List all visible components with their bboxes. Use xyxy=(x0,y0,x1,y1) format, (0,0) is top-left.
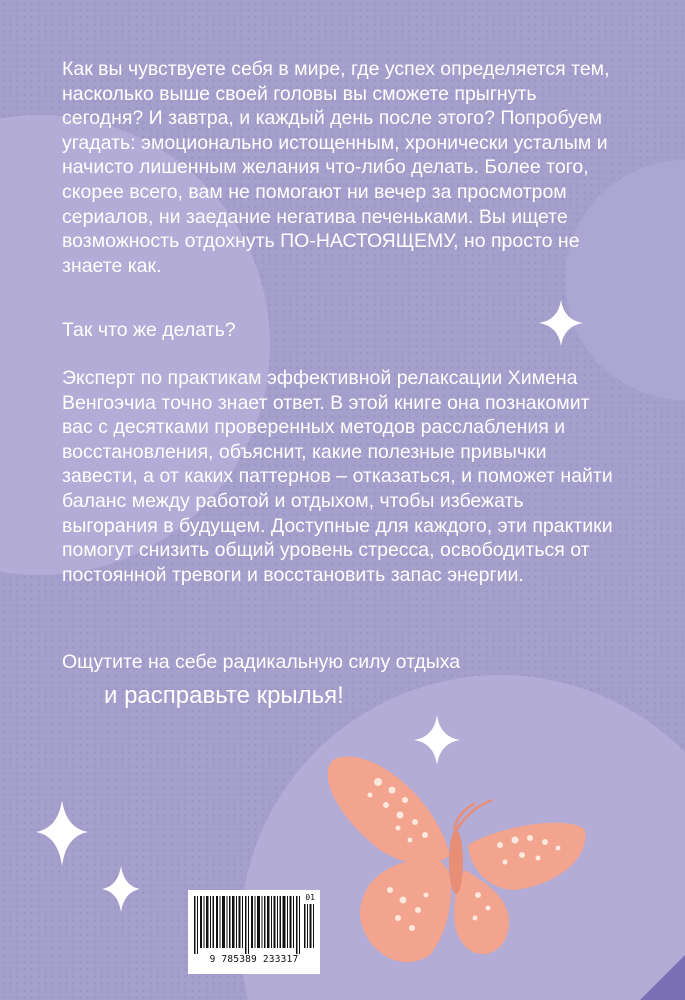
question-paragraph: Так что же делать? xyxy=(62,319,236,341)
barcode-bars xyxy=(188,890,320,954)
intro-paragraph: Как вы чувствуете себя в мире, где успех определяется тем, насколько выше своей головы вы сможете прыгнуть сегодня? И завтра, и каждый день после этого? Попробуем угадать: эмоционально истощенным, хронически усталым и начисто лишенным желания что-либо делать. Более того, скорее всего, вам не помогают ни вечер за просмотром сериалов, ни заедание негатива печеньками. Вы ищете возможность отдохнуть ПО-НАСТОЯЩЕМУ, но просто не знаете как. xyxy=(62,58,610,277)
barcode xyxy=(188,890,320,974)
description-paragraph: Эксперт по практикам эффективной релаксации Химена Венгоэчиа точно знает ответ. В этой книге она познакомит вас с десятками проверенных методов расслабления и восстановления, объяснит, какие полезные привычки завести, а от каких паттернов – отказаться, и поможет найти баланс между работой и отдыхом, чтобы избежать выгорания в будущем. Доступные для каждого, эти практики помогут снизить общий уровень стресса, освободиться от постоянной тревоги и восстановить запас энергии. xyxy=(62,367,613,586)
closing-paragraph: Ощутите на себе радикальную силу отдыха xyxy=(62,651,461,673)
barcode-number: 9 785389 233317 xyxy=(209,954,299,965)
barcode-addon-number: 01 xyxy=(305,893,315,902)
tagline: и расправьте крылья! xyxy=(104,682,344,709)
